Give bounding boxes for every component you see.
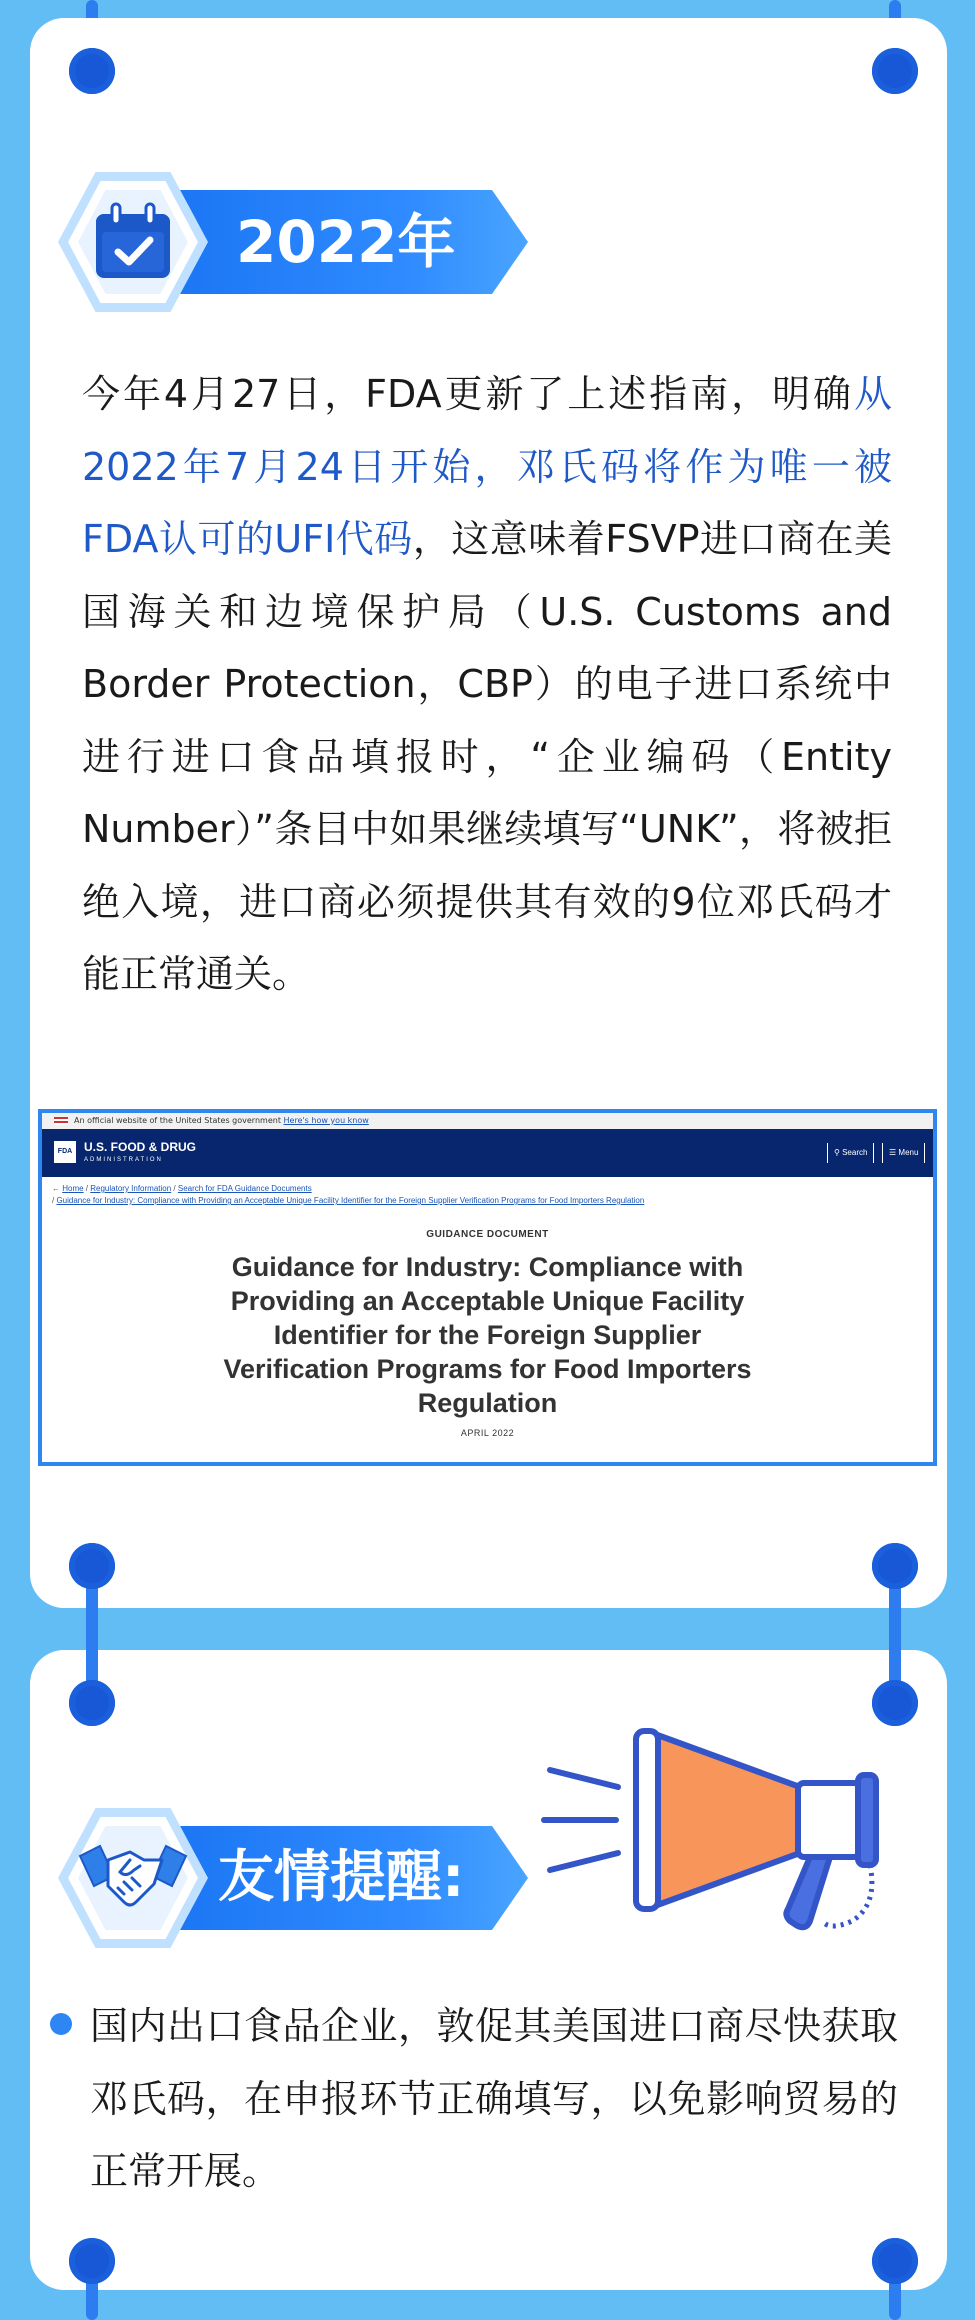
megaphone-icon xyxy=(540,1725,920,1955)
fda-org-name: U.S. FOOD & DRUG ADMINISTRATION xyxy=(84,1140,197,1163)
section-paragraph xyxy=(82,358,931,1011)
doc-type-label: GUIDANCE DOCUMENT xyxy=(426,1229,549,1240)
search-button[interactable]: ⚲ Search xyxy=(827,1143,874,1163)
section-heading-reminder xyxy=(58,1808,538,1948)
bullet-dot xyxy=(50,2013,72,2035)
us-flag-icon xyxy=(54,1117,68,1125)
reminder-bullet-text: 国内出口食品企业，敦促其美国进口商尽快获取邓氏码，在申报环节正确填写，以免影响贸易的正常开展。 xyxy=(90,2004,898,2193)
doc-title: Guidance for Industry: Compliance with Providing an Acceptable Unique Facility Identifier for the Foreign Supplier Verification Programs for Food Importers Regulation xyxy=(223,1252,752,1418)
gov-banner-link[interactable]: Here's how you know xyxy=(283,1116,369,1125)
binder-ring xyxy=(69,1680,115,1726)
paragraph-text: ，这意味着FSVP进口商在美国海关和边境保护局（U.S. Customs and Border Protection，CBP）的电子进口系统中进行进口食品填报时，“企业编码（Entity Number）”条目中如果继续填写“UNK”，将被拒绝入境，进口商必须提供其有效的9位邓氏码才能正常通关。 xyxy=(82,517,931,996)
breadcrumb-search-guidance[interactable]: Search for FDA Guidance Documents xyxy=(177,1184,312,1193)
menu-button[interactable]: ☰ Menu xyxy=(882,1143,925,1163)
breadcrumb-current[interactable]: Guidance for Industry: Compliance with Providing an Acceptable Unique Facility Identifier for the Foreign Supplier Verification Programs for Food Importers Regulation xyxy=(56,1196,645,1205)
handshake-icon xyxy=(78,1838,188,1918)
breadcrumb-home[interactable]: Home xyxy=(62,1184,84,1193)
paragraph-highlight: 从2022年7月24日开始，邓氏码将作为唯一被FDA认可的UFI代码 xyxy=(82,372,892,561)
gov-banner: An official website of the United States government Here's how you know xyxy=(42,1113,933,1129)
breadcrumb: ← Home / Regulatory Information / Search for FDA Guidance Documents / Guidance for Industry: Compliance with Providing an Acceptable Unique Facility Identifier for the Foreign Supplier Verification Programs for Food Importers Regulation xyxy=(52,1184,645,1205)
calendar-check-icon xyxy=(90,200,176,286)
binder-ring xyxy=(872,2238,918,2284)
fda-header xyxy=(42,1129,933,1177)
fda-guidance-screenshot xyxy=(38,1109,937,1466)
paragraph-text: 今年4月27日，FDA更新了上述指南，明确 xyxy=(82,372,854,416)
binder-ring xyxy=(872,48,918,94)
section-heading-text: 2022年 xyxy=(236,208,456,276)
breadcrumb-regulatory[interactable]: Regulatory Information xyxy=(90,1184,172,1193)
fda-logo[interactable]: FDA xyxy=(54,1141,76,1163)
section-heading-2022 xyxy=(58,172,538,312)
binder-ring xyxy=(69,1543,115,1589)
section-heading-text: 友情提醒: xyxy=(218,1845,465,1910)
binder-ring xyxy=(69,48,115,94)
binder-ring xyxy=(872,1680,918,1726)
binder-ring xyxy=(69,2238,115,2284)
binder-ring xyxy=(872,1543,918,1589)
doc-date: APRIL 2022 xyxy=(460,1428,515,1438)
